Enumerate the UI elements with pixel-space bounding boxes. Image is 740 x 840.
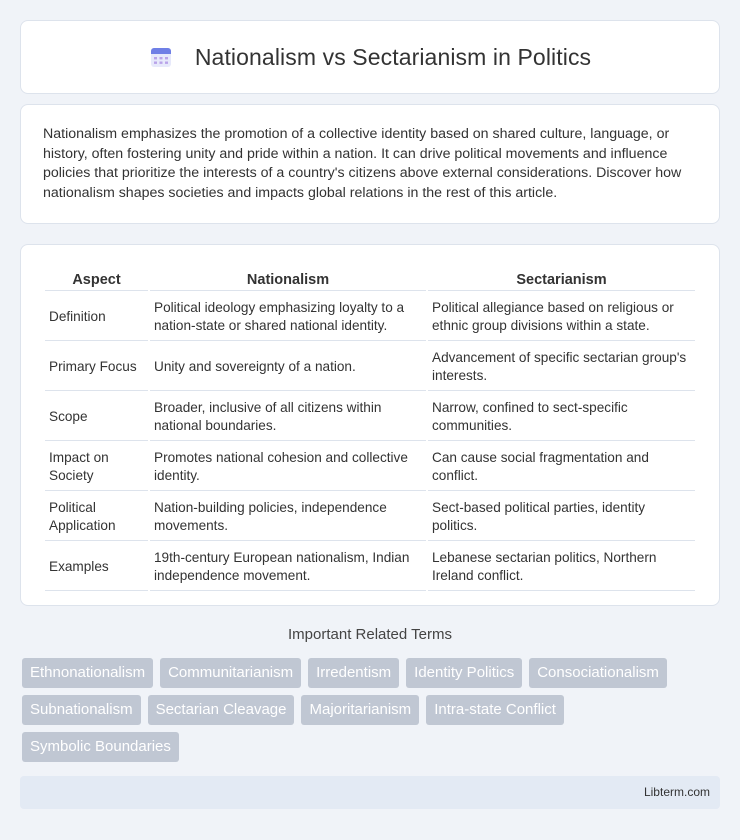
cell-aspect: Scope (45, 393, 148, 441)
cell-sectarianism: Political allegiance based on religious or ethnic group divisions within a state. (428, 293, 695, 341)
title-wrap (149, 44, 591, 71)
comparison-table-card (20, 244, 720, 606)
footer-site-link[interactable]: Libterm.com (643, 785, 710, 799)
tag-majoritarianism[interactable]: Majoritarianism (301, 695, 419, 725)
cell-nationalism: Political ideology emphasizing loyalty to a nation-state or shared national identity. (150, 293, 426, 341)
table-header-row (45, 267, 695, 291)
cell-sectarianism: Narrow, confined to sect-specific communities. (428, 393, 695, 441)
tag-subnationalism[interactable]: Subnationalism (22, 695, 141, 725)
cell-nationalism: Nation-building policies, independence movements. (150, 493, 426, 541)
cell-nationalism: 19th-century European nationalism, Indian independence movement. (150, 543, 426, 591)
cell-nationalism: Unity and sovereignty of a nation. (150, 343, 426, 391)
tag-communitarianism[interactable]: Communitarianism (160, 658, 301, 688)
cell-sectarianism: Sect-based political parties, identity politics. (428, 493, 695, 541)
table-row (45, 293, 695, 341)
cell-nationalism: Broader, inclusive of all citizens within national boundaries. (150, 393, 426, 441)
cell-sectarianism: Can cause social fragmentation and conflict. (428, 443, 695, 491)
tag-sectarian-cleavage[interactable]: Sectarian Cleavage (148, 695, 295, 725)
intro-card (20, 104, 720, 224)
page-title: Nationalism vs Sectarianism in Politics (194, 43, 592, 70)
intro-text: Nationalism emphasizes the promotion of a collective identity based on shared culture, language, or history, often fostering unity and pride within a nation. It can drive political movements and influence policies that prioritize the interests of a country's citizens above external considerations. Discover how nationalism shapes societies and impacts global relations in the rest of this article. (43, 126, 682, 201)
cell-sectarianism: Lebanese sectarian politics, Northern Ireland conflict. (428, 543, 695, 591)
table-row (45, 443, 695, 491)
header-aspect: Aspect (45, 267, 148, 291)
calendar-icon (149, 45, 173, 69)
cell-aspect: Definition (45, 293, 148, 341)
tag-consociationalism[interactable]: Consociationalism (529, 658, 667, 688)
table-row (45, 493, 695, 541)
table-row (45, 543, 695, 591)
tag-symbolic-boundaries[interactable]: Symbolic Boundaries (22, 732, 179, 762)
related-terms-title: Important Related Terms (288, 626, 452, 643)
tag-intra-state-conflict[interactable]: Intra-state Conflict (426, 695, 564, 725)
tag-identity-politics[interactable]: Identity Politics (406, 658, 522, 688)
cell-aspect: Political Application (45, 493, 148, 541)
related-terms-list (22, 658, 722, 762)
tag-irredentism[interactable]: Irredentism (308, 658, 399, 688)
table-row (45, 393, 695, 441)
cell-aspect: Impact on Society (45, 443, 148, 491)
cell-aspect: Primary Focus (45, 343, 148, 391)
cell-aspect: Examples (45, 543, 148, 591)
header-sectarianism: Sectarianism (428, 267, 695, 291)
cell-nationalism: Promotes national cohesion and collective identity. (150, 443, 426, 491)
table-row (45, 343, 695, 391)
comparison-table (43, 265, 697, 593)
cell-sectarianism: Advancement of specific sectarian group's interests. (428, 343, 695, 391)
title-card (20, 20, 720, 94)
header-nationalism: Nationalism (150, 267, 426, 291)
footer (20, 776, 720, 809)
tag-ethnonationalism[interactable]: Ethnonationalism (22, 658, 153, 688)
